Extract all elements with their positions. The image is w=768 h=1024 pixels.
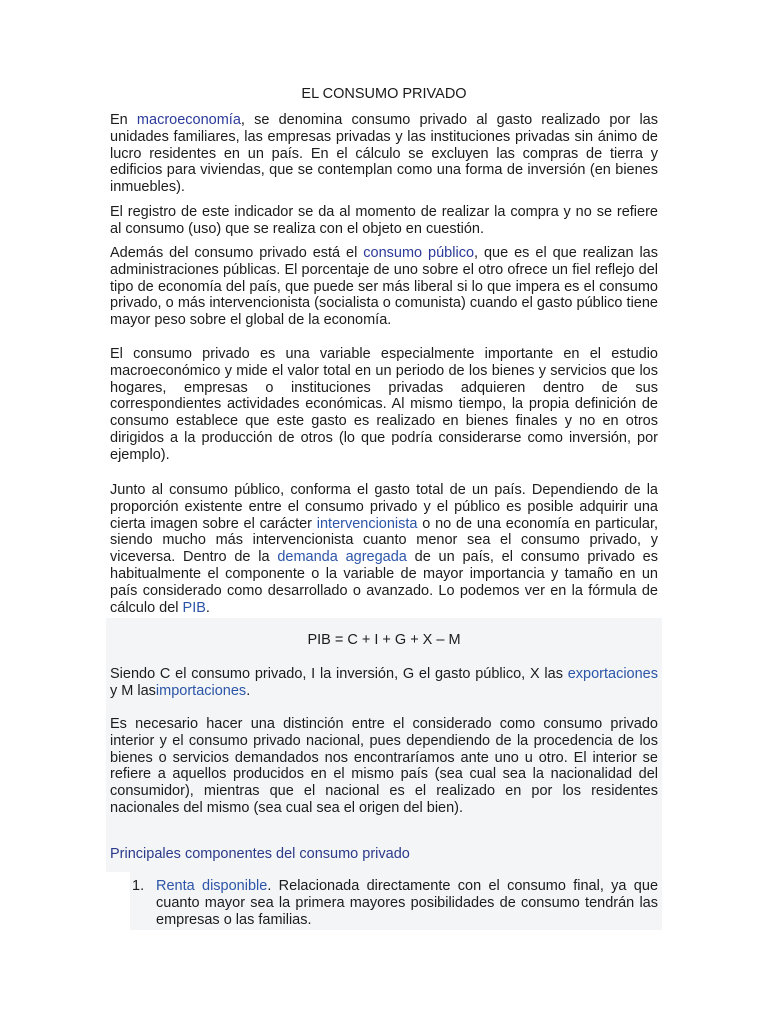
link-exportaciones[interactable]: exportaciones <box>567 666 658 682</box>
paragraph-1-text-a: En <box>110 112 137 128</box>
paragraph-4: El consumo privado es una variable especialmente importante en el estudio macroeconómico y mide el valor total en un periodo de los bienes y servicios que los hogares, empresas o instituciones privadas adquieren dentro de sus correspondientes actividades económicas. Al mismo tiempo, la propia definición de consumo establece que este gasto es realizado en bienes finales y no en otros dirigidos a la producción de otros (lo que podría considerarse como inversión, por ejemplo). <box>110 346 658 463</box>
paragraph-6-text-c: . <box>246 682 251 699</box>
link-pib[interactable]: PIB <box>182 599 206 616</box>
link-intervencionista[interactable]: intervencionista <box>316 515 418 532</box>
paragraph-7: Es necesario hacer una distinción entre el considerado como consumo privado interior y el consumo privado nacional, pues dependiendo de la procedencia de los bienes o servicios demandados nos encontraríamos ante uno u otro. El interior se refiere a aquellos producidos en el mismo país (sea cual sea la nacionalidad del consumidor), mientras que el nacional es el realizado en por los residentes nacionales del mismo (sea cual sea el origen del bien). <box>110 716 658 816</box>
paragraph-1 <box>110 112 658 196</box>
paragraph-3-text-a: Además del consumo privado está el <box>110 245 364 261</box>
link-renta-disponible[interactable]: Renta disponible <box>156 878 268 894</box>
paragraph-6 <box>110 666 658 700</box>
page-title: EL CONSUMO PRIVADO <box>301 86 467 102</box>
link-importaciones[interactable]: importaciones <box>155 682 247 699</box>
list-item-body <box>156 878 658 928</box>
paragraph-3-text-b: , que es el que realizan las administraciones públicas. El porcentaje de uno sobre el otro ofrece un fiel reflejo del tipo de economía del país, que puede ser más liberal si lo que impera es el consumo privado, o más intervencionista (socialista o comunista) cuando el gasto público tiene mayor peso sobre el global de la economía. <box>110 245 658 329</box>
link-macroeconomia[interactable]: macroeconomía <box>136 112 241 128</box>
paragraph-5-text-d: . <box>205 599 210 616</box>
link-consumo-publico[interactable]: consumo público <box>363 245 475 261</box>
paragraph-2: El registro de este indicador se da al momento de realizar la compra y no se refiere al consumo (uso) que se realiza con el objeto en cuestión. <box>110 204 658 237</box>
paragraph-6-text-a: Siendo C el consumo privado, I la inversión, G el gasto público, X las <box>110 666 568 682</box>
paragraph-6-text-b: y M las <box>110 682 156 699</box>
paragraph-5-text-c: de un país, el consumo privado es habitualmente el componente o la variable de mayor importancia y tamaño en un país considerado como desarrollado o avanzado. Lo podemos ver en la fórmula de cálculo del <box>110 549 658 616</box>
section-heading: Principales componentes del consumo privado <box>110 846 410 862</box>
paragraph-5-text-b: o no de una economía en particular, siendo mucho más intervencionista cuanto menor sea el consumo privado, y viceversa. Dentro de la <box>110 515 658 566</box>
paragraph-5-text-a: Junto al consumo público, conforma el gasto total de un país. Dependiendo de la proporción existente entre el consumo privado y el público es posible adquirir una cierta imagen sobre el carácter <box>110 482 658 532</box>
paragraph-5 <box>110 482 658 616</box>
pib-formula: PIB = C + I + G + X – M <box>307 632 461 648</box>
paragraph-3 <box>110 245 658 329</box>
list-item-text: . Relacionada directamente con el consumo final, ya que cuanto mayor sea la primera mayores posibilidades de consumo tendrán las empresas o las familias. <box>156 878 659 928</box>
list-item-number: 1. <box>132 878 145 894</box>
paragraph-1-text-b: , se denomina consumo privado al gasto realizado por las unidades familiares, las empresas privadas y las instituciones privadas sin ánimo de lucro residentes en un país. En el cálculo se excluyen las compras de tierra y edificios para viviendas, que se contemplan como una forma de inversión (en bienes inmuebles). <box>110 112 658 196</box>
link-demanda-agregada[interactable]: demanda agregada <box>277 549 407 566</box>
